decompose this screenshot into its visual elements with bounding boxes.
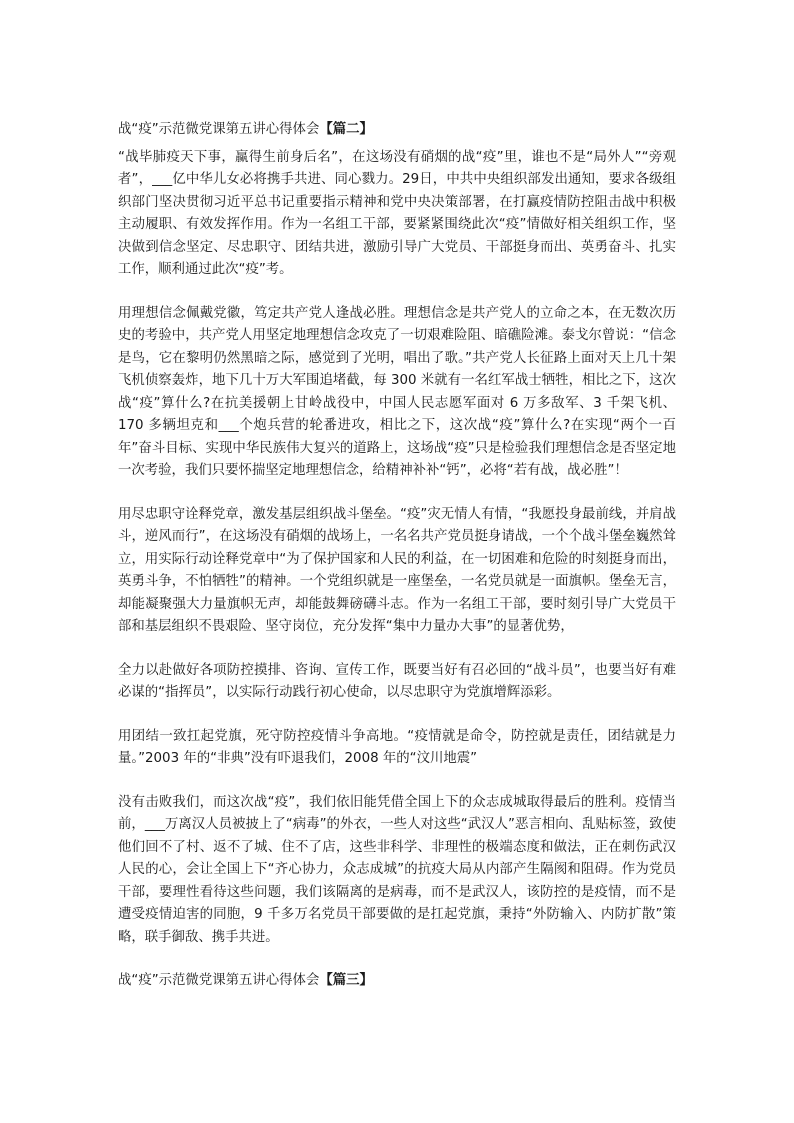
heading-title: 战“疫”示范微党课第五讲心得体会 xyxy=(118,122,320,137)
section-heading-part-two xyxy=(118,119,676,142)
paragraph-not-defeated: 没有击败我们，而这次战“疫”，我们依旧能凭借全国上下的众志成城取得最后的胜利。疫情当前，___万离汉人员被披上了“病毒”的外衣，一些人对这些“武汉人”恶言相向、乱贴标签，致使他们回不了村、返不了城、住不了店，这些非科学、非理性的极端态度和做法，正在刺伤武汉人民的心，会让全国上下“齐心协力，众志成城”的抗疫大局从内部产生隔阂和阻碍。作为党员干部，要理性看待这些问题，我们该隔离的是病毒，而不是武汉人，该防控的是疫情，而不是遭受疫情迫害的同胞，9 千多万名党员干部要做的是扛起党旗，秉持“外防输入、内防扩散”策略，联手御敌、携手共进。 xyxy=(118,794,676,945)
heading-title: 战“疫”示范微党课第五讲心得体会 xyxy=(118,973,320,988)
paragraph-loyalty-duty: 用尽忠职守诠释党章，激发基层组织战斗堡垒。“疫”灾无情人有情，“我愿投身最前线，并肩战斗，逆风而行”，在这场没有硝烟的战场上，一名名共产党员挺身请战，一个个战斗堡垒巍然耸立，用实际行动诠释党章中“为了保护国家和人民的利益，在一切困难和危险的时刻挺身而出，英勇斗争，不怕牺牲”的精神。一个党组织就是一座堡垒，一名党员就是一面旗帜。堡垒无言，却能凝聚强大力量旗帜无声，却能鼓舞磅礴斗志。作为一名组工干部，要时刻引导广大党员干部和基层组织不畏艰险、坚守岗位，充分发挥“集中力量办大事”的显著优势， xyxy=(118,506,676,634)
paragraph-full-effort: 全力以赴做好各项防控摸排、咨询、宣传工作，既要当好有召必回的“战斗员”，也要当好有难必谋的“指挥员”，以实际行动践行初心使命，以尽忠职守为党旗增辉添彩。 xyxy=(118,662,676,700)
paragraph-ideals-belief: 用理想信念佩戴党徽，笃定共产党人逢战必胜。理想信念是共产党人的立命之本，在无数次历史的考验中，共产党人用坚定地理想信念攻克了一切艰难险阻、暗礁险滩。泰戈尔曾说：“信念是鸟，它在黎明仍然黑暗之际，感觉到了光明，唱出了歌。”共产党人长征路上面对天上几十架飞机侦察轰炸，地下几十万大军围追堵截，每 300 米就有一名红军战士牺牲，相比之下，这次战“疫”算什么?在抗美援朝上甘岭战役中，中国人民志愿军面对 6 万多敌军、3 千架飞机、170 多辆坦克和___个炮兵营的轮番进攻，相比之下，这次战“疫”算什么?在实现“两个一百年”奋斗目标、实现中华民族伟大复兴的道路上，这场战“疫”只是检验我们理想信念是否坚定地一次考验，我们只要怀揣坚定地理想信念，给精神补补“钙”，必将“若有战，战必胜”！ xyxy=(118,305,676,478)
heading-tag: 【篇三】 xyxy=(319,973,373,988)
heading-tag: 【篇二】 xyxy=(319,122,373,137)
document-page xyxy=(118,119,676,998)
section-heading-part-three xyxy=(118,970,676,993)
paragraph-unity: 用团结一致扛起党旗，死守防控疫情斗争高地。“疫情就是命令，防控就是责任，团结就是力量。”2003 年的“非典”没有吓退我们，2008 年的“汶川地震” xyxy=(118,728,676,766)
paragraph-intro: “战毕肺疫天下事，赢得生前身后名”，在这场没有硝烟的战“疫”里，谁也不是“局外人”“旁观者”，___亿中华儿女必将携手共进、同心戮力。29日，中共中央组织部发出通知，要求各级组织部门坚决贯彻习近平总书记重要指示精神和党中央决策部署，在打赢疫情防控阻击战中积极主动履职、有效发挥作用。作为一名组工干部，要紧紧围绕此次“疫”情做好相关组织工作，坚决做到信念坚定、尽忠职守、团结共进，激励引导广大党员、干部挺身而出、英勇奋斗、扎实工作，顺利通过此次“疫”考。 xyxy=(118,149,676,277)
